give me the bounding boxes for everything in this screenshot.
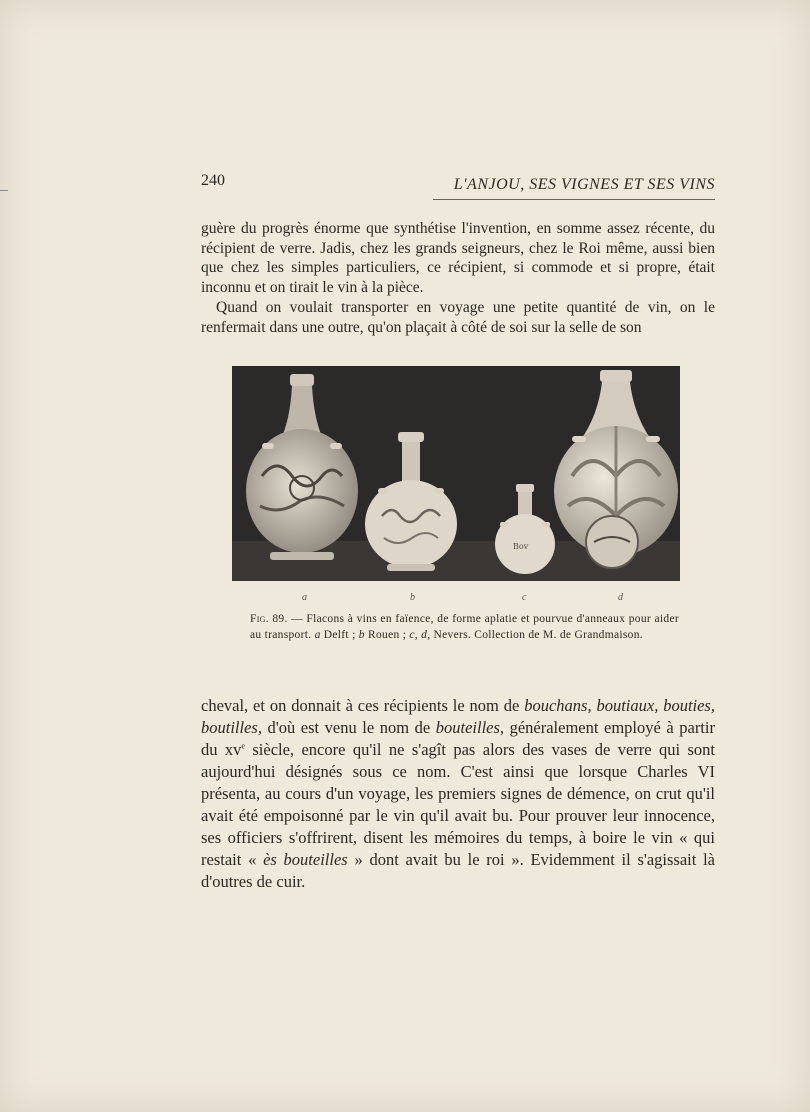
superscript: e xyxy=(241,741,245,751)
text-run: » dont avait bu le roi ». Evidemment il s'agissait là d'outres de cuir. xyxy=(201,850,715,891)
flasks-illustration xyxy=(232,366,680,581)
paragraph-1: guère du progrès énorme que synthétise l'invention, en somme assez récente, du récipient de verre. Jadis, chez les grands seigneurs, chez le Roi même, aussi bien que chez les simples particuliers, ce récipient, si commode et si propre, était inconnu et on tirait le vin à la pièce. xyxy=(201,220,715,296)
text-run: d'où est venu le nom de xyxy=(261,718,436,737)
caption-letter-b: b xyxy=(358,628,365,641)
italic-run: bouchans, boutiaux, bouties, boutilles, xyxy=(201,696,715,737)
figure-label-c: c xyxy=(522,592,527,603)
paragraph-3 xyxy=(201,695,715,893)
caption-text: Delft ; xyxy=(320,628,359,641)
paragraph-2: Quand on voulait transporter en voyage une petite quantité de vin, on le renfermait dans une outre, qu'on plaçait à côté de soi sur la selle de son xyxy=(201,299,715,336)
running-title: L'ANJOU, SES VIGNES ET SES VINS xyxy=(453,176,715,193)
figure-caption xyxy=(250,612,679,643)
svg-text:Bov: Bov xyxy=(513,542,529,551)
italic-run: ès bouteilles xyxy=(263,850,348,869)
text-run: cheval, et on donnait à ces récipients le nom de xyxy=(201,696,525,715)
text-run: siècle, encore qu'il ne s'agît pas alors des vases de verre qui sont aujourd'hui désignés sous ce nom. C'est ainsi que lorsque Charles VI présenta, au cours d'un voyage, les premiers signes de démence, on crut qu'il avait été empoisonné par le vin qu'il avait bu. Pour prouver leur innocence, ses officiers s'offrirent, disent les mémoires du temps, à boire le vin « qui restait « xyxy=(201,740,716,869)
caption-text: Nevers. Collection de M. de Grandmaison. xyxy=(430,628,643,641)
figure-photo-faience-flasks xyxy=(232,366,680,581)
figure-label-b: b xyxy=(410,592,415,603)
figure-number: Fig. 89. xyxy=(250,613,288,625)
header-rule xyxy=(433,199,715,200)
caption-letter-a: a xyxy=(314,628,321,641)
text-run: généralement employé à partir du xyxy=(201,718,715,759)
page-number: 240 xyxy=(201,172,225,189)
century-numeral: xv xyxy=(224,740,242,759)
figure-label-a: a xyxy=(302,592,307,603)
caption-text: Rouen ; xyxy=(364,628,410,641)
caption-letters-cd: c, d, xyxy=(409,628,431,641)
page-header xyxy=(201,172,715,202)
margin-mark xyxy=(0,190,8,191)
figure-labels xyxy=(232,592,680,606)
figure-label-d: d xyxy=(618,592,623,603)
italic-run: bouteilles, xyxy=(435,718,505,737)
caption-dash: — xyxy=(287,613,307,625)
caption-text: Flacons à vins en faïence, de forme aplatie et pourvue d'anneaux pour aider au transport. xyxy=(250,613,679,641)
